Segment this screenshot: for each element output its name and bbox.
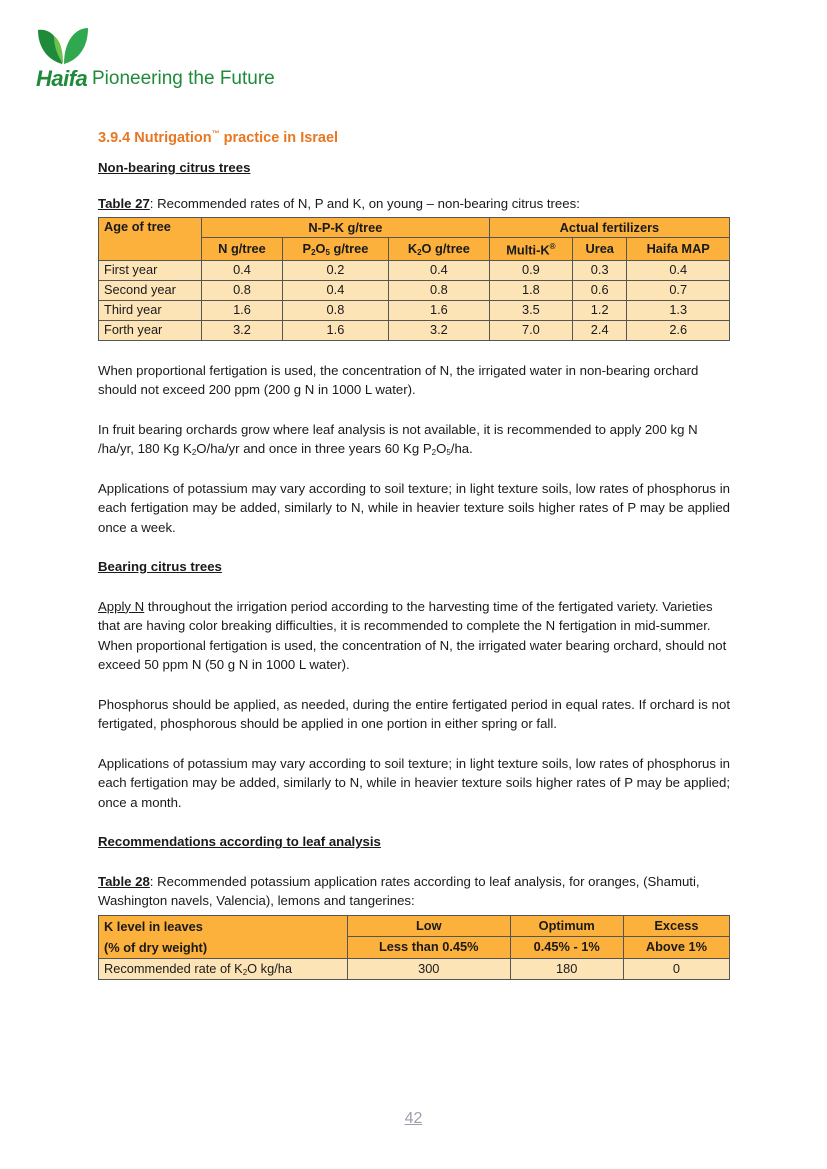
cell-map: 0.7 (627, 280, 730, 300)
col-k2o: $K_2O$ g/tree (388, 238, 489, 260)
table27-caption: Table 27: Recommended rates of N, P and K, on young – non-bearing citrus trees: (98, 195, 580, 211)
cell-urea: 1.2 (572, 300, 626, 320)
cell-n: 1.6 (202, 300, 283, 320)
cell-n: 0.8 (202, 280, 283, 300)
col-n: N g/tree (202, 238, 283, 260)
col-k-level: K level in leaves (% of dry weight) (99, 915, 348, 958)
bearing-paragraph-1: Apply N throughout the irrigation period according to the harvesting time of the fertigated variety. Varieties that are having color breaking difficulties, it is recommended to complete the N fertigation in mid-summer. When proportional fertigation is used, the concentration of N, the irrigated water bearing orchard, should not exceed 50 ppm N (50 g N in 1000 L water). (98, 598, 727, 673)
cell-k: 0.4 (388, 260, 489, 280)
table28-caption: Table 28: Recommended potassium application rates according to leaf analysis, for oranges, (Shamuti, Washington navels, Valencia), lemons and tangerines: (98, 873, 700, 909)
cell-n: 3.2 (202, 320, 283, 340)
cell-age: Third year (99, 300, 202, 320)
table-row (99, 300, 730, 320)
cell-multik: 3.5 (489, 300, 572, 320)
cell-age: Second year (99, 280, 202, 300)
col-optimum: Optimum (510, 915, 623, 937)
cell-p: 0.8 (282, 300, 388, 320)
cell-urea: 0.3 (572, 260, 626, 280)
cell-excess: 0 (623, 958, 729, 979)
table-27 (98, 217, 730, 340)
col-low-range: Less than 0.45% (348, 937, 511, 959)
table-row (99, 260, 730, 280)
section-title: 3.9.4 Nutrigation™ practice in Israel (98, 129, 339, 146)
nonbearing-paragraph-3: Applications of potassium may vary according to soil texture; in light texture soils, low rates of phosphorus in each fertigation may be added, similarly to N, while in heavier texture soils higher rates of P may be applied once a week. (98, 480, 730, 535)
col-multik: Multi-K® (489, 238, 572, 260)
col-optimum-range: 0.45% - 1% (510, 937, 623, 959)
col-low: Low (348, 915, 511, 937)
document-body (98, 124, 730, 980)
cell-k: 0.8 (388, 280, 489, 300)
cell-row-label: Recommended rate of $K_2O$ kg/ha (99, 958, 348, 979)
cell-n: 0.4 (202, 260, 283, 280)
cell-map: 2.6 (627, 320, 730, 340)
tagline: Pioneering the Future (92, 68, 275, 89)
cell-p: 0.4 (282, 280, 388, 300)
bearing-paragraph-3: Applications of potassium may vary according to soil texture; in light texture soils, low rates of phosphorus in each fertigation may be added, similarly to N, while in heavier texture soils higher rates of P may be applied; once a month. (98, 755, 730, 810)
leaf-analysis-heading: Recommendations according to leaf analysis (98, 834, 381, 850)
cell-urea: 0.6 (572, 280, 626, 300)
cell-map: 1.3 (627, 300, 730, 320)
table-row (99, 280, 730, 300)
cell-multik: 1.8 (489, 280, 572, 300)
cell-k: 3.2 (388, 320, 489, 340)
col-haifa-map: Haifa MAP (627, 238, 730, 260)
col-excess: Excess (623, 915, 729, 937)
table-row (99, 958, 730, 979)
table-row (99, 320, 730, 340)
col-age-of-tree: Age of tree (99, 218, 202, 260)
group-actual-fertilizers: Actual fertilizers (489, 218, 729, 238)
cell-p: 1.6 (282, 320, 388, 340)
nonbearing-paragraph-2: In fruit bearing orchards grow where leaf analysis is not available, it is recommended to apply 200 kg N /ha/yr, 180 Kg $K_2O/ha/yr$ and once in three years 60 Kg $P_2O_5/ha$. (98, 421, 698, 458)
col-urea: Urea (572, 238, 626, 260)
cell-low: 300 (348, 958, 511, 979)
group-npk: N-P-K g/tree (202, 218, 490, 238)
haifa-logo-text: Haifa (36, 66, 88, 91)
nonbearing-paragraph-1: When proportional fertigation is used, the concentration of N, the irrigated water in non-bearing orchard should not exceed 200 ppm (200 g N in 1000 L water). (98, 362, 699, 398)
cell-age: Forth year (99, 320, 202, 340)
col-p2o5: $P_2O_5$ g/tree (282, 238, 388, 260)
apply-n-link[interactable]: Apply N (98, 598, 145, 614)
nonbearing-heading: Non-bearing citrus trees (98, 160, 251, 176)
bearing-paragraph-2: Phosphorus should be applied, as needed, during the entire fertigated period in equal rates. If orchard is not fertigated, phosphorous should be applied in one portion in either spring or fall. (98, 696, 730, 732)
cell-urea: 2.4 (572, 320, 626, 340)
cell-age: First year (99, 260, 202, 280)
bearing-heading: Bearing citrus trees (98, 559, 222, 575)
page-number: 42 (404, 1110, 423, 1127)
col-excess-range: Above 1% (623, 937, 729, 959)
cell-multik: 0.9 (489, 260, 572, 280)
cell-p: 0.2 (282, 260, 388, 280)
cell-multik: 7.0 (489, 320, 572, 340)
cell-k: 1.6 (388, 300, 489, 320)
cell-optimum: 180 (510, 958, 623, 979)
table-28 (98, 915, 730, 980)
page-header (36, 26, 436, 90)
haifa-leaves-logo-icon (36, 26, 90, 68)
cell-map: 0.4 (627, 260, 730, 280)
